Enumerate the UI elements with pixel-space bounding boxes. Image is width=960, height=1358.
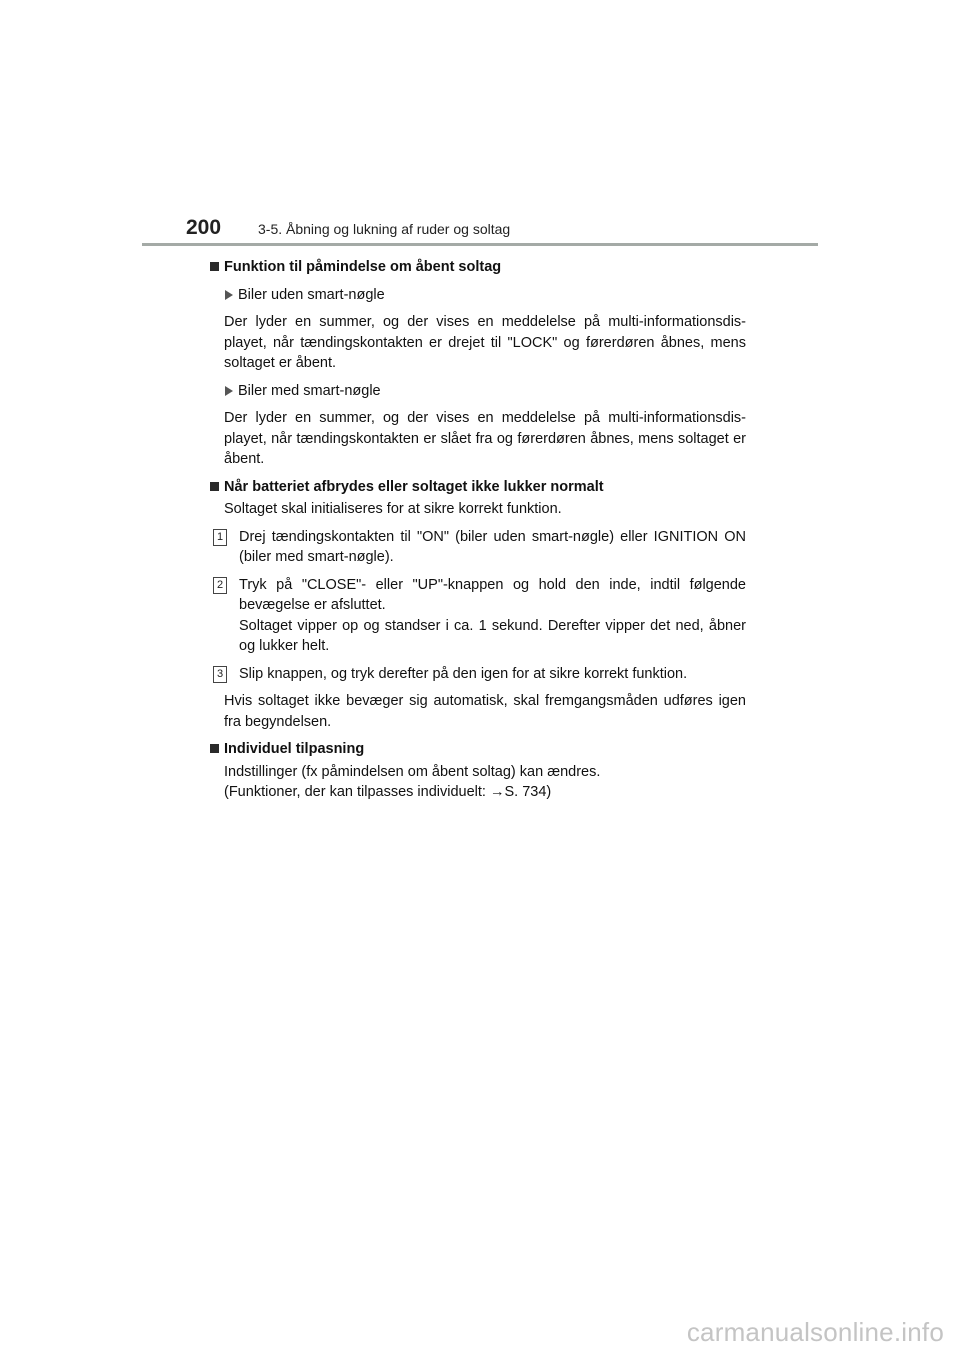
subheading-without-smart-key: Biler uden smart-nøgle <box>208 285 746 306</box>
square-bullet-icon <box>210 744 219 753</box>
paragraph-with-smart-key: Der lyder en summer, og der vises en meddelelse på multi-informationsdis-playet, når tændingskontakten er slået fra og førerdøren åbnes, mens soltaget er åbent. <box>224 410 746 467</box>
triangle-bullet-icon <box>225 290 233 300</box>
paragraph-customization-2: (Funktioner, der kan tilpasses individuelt: →S. 734) <box>224 784 552 800</box>
step-1: 1 Drej tændingskontakten til "ON" (biler uden smart-nøgle) eller IGNITION ON (biler med smart-nøgle). <box>208 527 746 568</box>
step-2: 2 Tryk på "CLOSE"- eller "UP"-knappen og hold den inde, indtil følgende bevægelse er afsluttet. Soltaget vipper op og standser i ca. 1 sekund. Derefter vipper det ned, åbner og lukker helt. <box>208 575 746 657</box>
triangle-bullet-icon <box>225 386 233 396</box>
heading-battery-disconnect: Når batteriet afbrydes eller soltaget ikke lukker normalt <box>208 477 746 498</box>
subheading-with-smart-key: Biler med smart-nøgle <box>208 381 746 402</box>
square-bullet-icon <box>210 482 219 491</box>
paragraph-initialize: Soltaget skal initialiseres for at sikre korrekt funktion. <box>224 501 562 517</box>
header-rule <box>142 243 818 246</box>
paragraph-customization-1: Indstillinger (fx påmindelsen om åbent soltag) kan ændres. <box>224 763 601 780</box>
page-number: 200 <box>186 216 222 239</box>
step-number-3: 3 <box>213 666 227 683</box>
paragraph-without-smart-key: Der lyder en summer, og der vises en meddelelse på multi-informationsdis-playet, når tændingskontakten er drejet til "LOCK" og førerdøren åbnes, mens soltaget er åbent. <box>224 314 746 371</box>
step-number-2: 2 <box>213 577 227 594</box>
paragraph-retry: Hvis soltaget ikke bevæger sig automatisk, skal fremgangsmåden udføres igen fra begyndelsen. <box>224 693 746 730</box>
watermark: carmanualsonline.info <box>686 1317 944 1347</box>
step-number-1: 1 <box>213 529 227 546</box>
heading-customization: Individuel tilpasning <box>208 739 746 760</box>
page-content <box>208 254 746 803</box>
heading-sunroof-reminder: Funktion til påmindelse om åbent soltag <box>208 257 746 278</box>
square-bullet-icon <box>210 262 219 271</box>
section-title: 3-5. Åbning og lukning af ruder og soltag <box>258 221 511 237</box>
step-3: 3 Slip knappen, og tryk derefter på den igen for at sikre korrekt funktion. <box>208 664 746 685</box>
